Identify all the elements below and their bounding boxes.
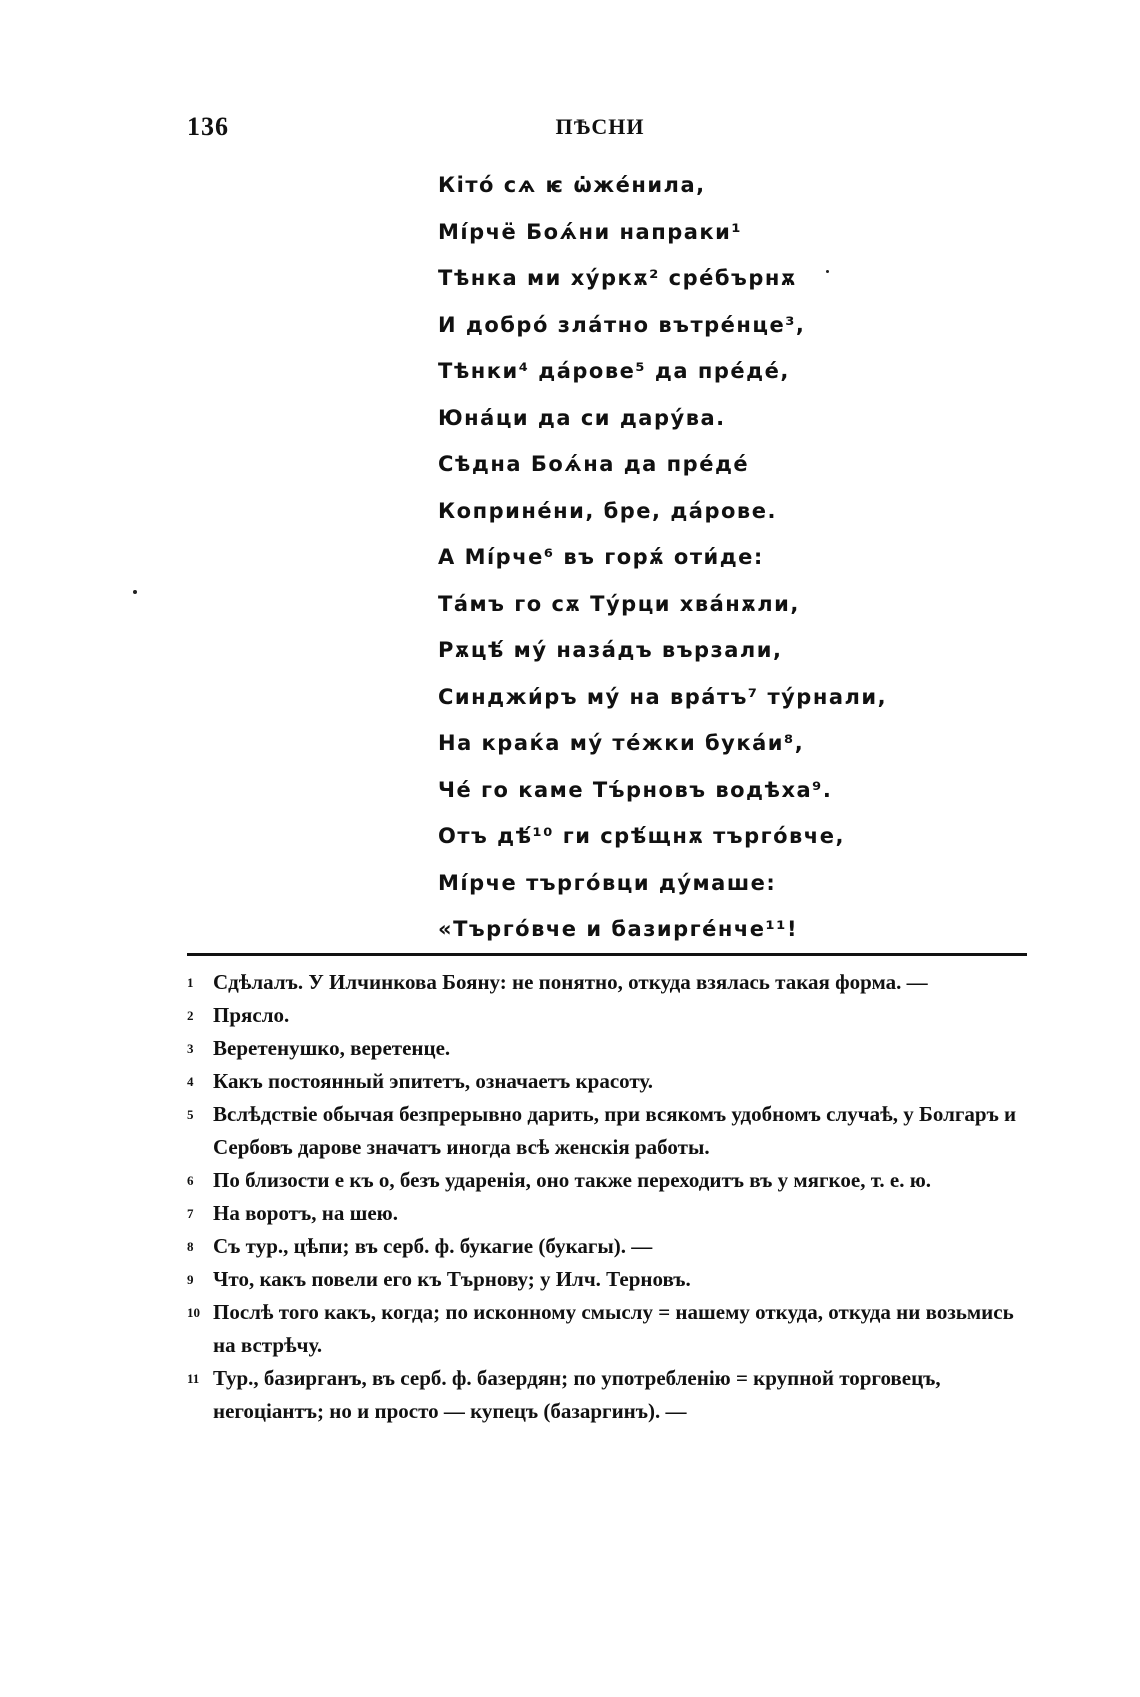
footnote-text: Съ тур., цѣпи; въ серб. ф. букагие (букагы). — (213, 1234, 653, 1258)
verse-line: Кітó сѧ ѥ ѡ̇же́нила, (438, 173, 706, 197)
footnote-text: Сдѣлалъ. У Илчинкова Бояну: не понятно, откуда взялась такая форма. — (213, 970, 928, 994)
ink-speck (133, 590, 137, 594)
footnote-mark: 7 (187, 1206, 194, 1221)
footnotes (187, 966, 1039, 1428)
verse-line: Синджи́ръ мý на вра́тъ⁷ тýрнали, (438, 684, 888, 709)
footnote-text: Тур., базирганъ, въ серб. ф. базердян; по употребленію = крупной торговецъ, негоціантъ; но и просто — купецъ (базаргинъ). — (213, 1366, 941, 1423)
footnote (187, 999, 1039, 1032)
footnote (187, 1164, 1039, 1197)
running-title: ПѢСНИ (555, 114, 645, 139)
footnote-rule (187, 953, 1027, 956)
footnote-mark: 4 (187, 1074, 194, 1089)
verse-line: Отъ дѣ́¹⁰ ги срѣ́щнѫ търгóвче, (438, 824, 845, 848)
footnote-mark: 5 (187, 1107, 194, 1122)
footnote-text: Веретенушко, веретенце. (213, 1036, 451, 1060)
verse-block (438, 162, 998, 953)
footnote-mark: 11 (187, 1371, 200, 1386)
verse-line: И добрó злáтно вътре́нце³, (438, 312, 806, 337)
footnote-text: Вслѣдствіе обычая безпрерывно дарить, при всякомъ удобномъ случаѣ, у Болгаръ и Сербовъ дарове значатъ иногда всѣ женскія работы. (213, 1102, 1017, 1159)
verse-line: А Мі́рче⁶ въ горѫ́ оти́де: (438, 545, 764, 569)
footnote-mark: 6 (187, 1173, 194, 1188)
footnote (187, 1098, 1039, 1164)
footnote-mark: 2 (187, 1008, 194, 1023)
ink-speck (826, 270, 829, 273)
footnote-text: Что, какъ повели его къ Търнову; у Илч. Терновъ. (213, 1267, 691, 1291)
verse-line: Тѣнка ми хýркѫ² сре́бърнѫ (438, 266, 797, 290)
footnote (187, 1362, 1039, 1428)
verse-line: На краќа мý те́жки букáи⁸, (438, 731, 805, 755)
footnote (187, 1230, 1039, 1263)
page-number: 136 (187, 112, 229, 141)
footnote-text: По близости е къ о, безъ ударенія, оно также переходитъ въ у мягкое, т. е. ю. (213, 1168, 932, 1192)
verse-line: Тáмъ го сѫ Тýрци хвáнѫли, (438, 591, 800, 616)
verse-line: «Търгóвче и базирге́нче¹¹! (438, 917, 799, 941)
footnote (187, 1065, 1039, 1098)
footnote-mark: 1 (187, 975, 194, 990)
footnote-mark: 9 (187, 1272, 194, 1287)
footnote-mark: 8 (187, 1239, 194, 1254)
footnote-text: Прясло. (213, 1003, 290, 1027)
footnote (187, 1296, 1039, 1362)
footnote-text: Послѣ того какъ, когда; по исконному смыслу = нашему откуда, откуда ни возьмись на встрѣчу. (213, 1300, 1014, 1357)
verse-line: Мі́рчё Боѧ́ни напраки¹ (438, 219, 743, 244)
verse-line: Коприне́ни, бре, дáрове. (438, 498, 777, 523)
footnote-mark: 10 (187, 1305, 200, 1320)
footnote (187, 1032, 1039, 1065)
footnote-mark: 3 (187, 1041, 194, 1056)
verse-line: Че́ го каме Тъ́рновъ водѣха⁹. (438, 777, 833, 802)
verse-line: Рѫцѣ́ мý назáдъ вързали, (438, 638, 783, 662)
footnote (187, 966, 1039, 999)
footnote-text: На воротъ, на шею. (213, 1201, 398, 1225)
footnote (187, 1263, 1039, 1296)
verse-line: Тѣнки⁴ дáрове⁵ да пре́де́, (438, 359, 790, 383)
footnote (187, 1197, 1039, 1230)
footnote-text: Какъ постоянный эпитетъ, означаетъ красоту. (213, 1069, 654, 1093)
verse-line: Мі́рче търгóвци дýмаше: (438, 870, 777, 895)
verse-line: Сѣдна Боѧ́на да пре́де́ (438, 452, 750, 476)
verse-line: Юна́ци да си дарýва. (438, 405, 726, 430)
